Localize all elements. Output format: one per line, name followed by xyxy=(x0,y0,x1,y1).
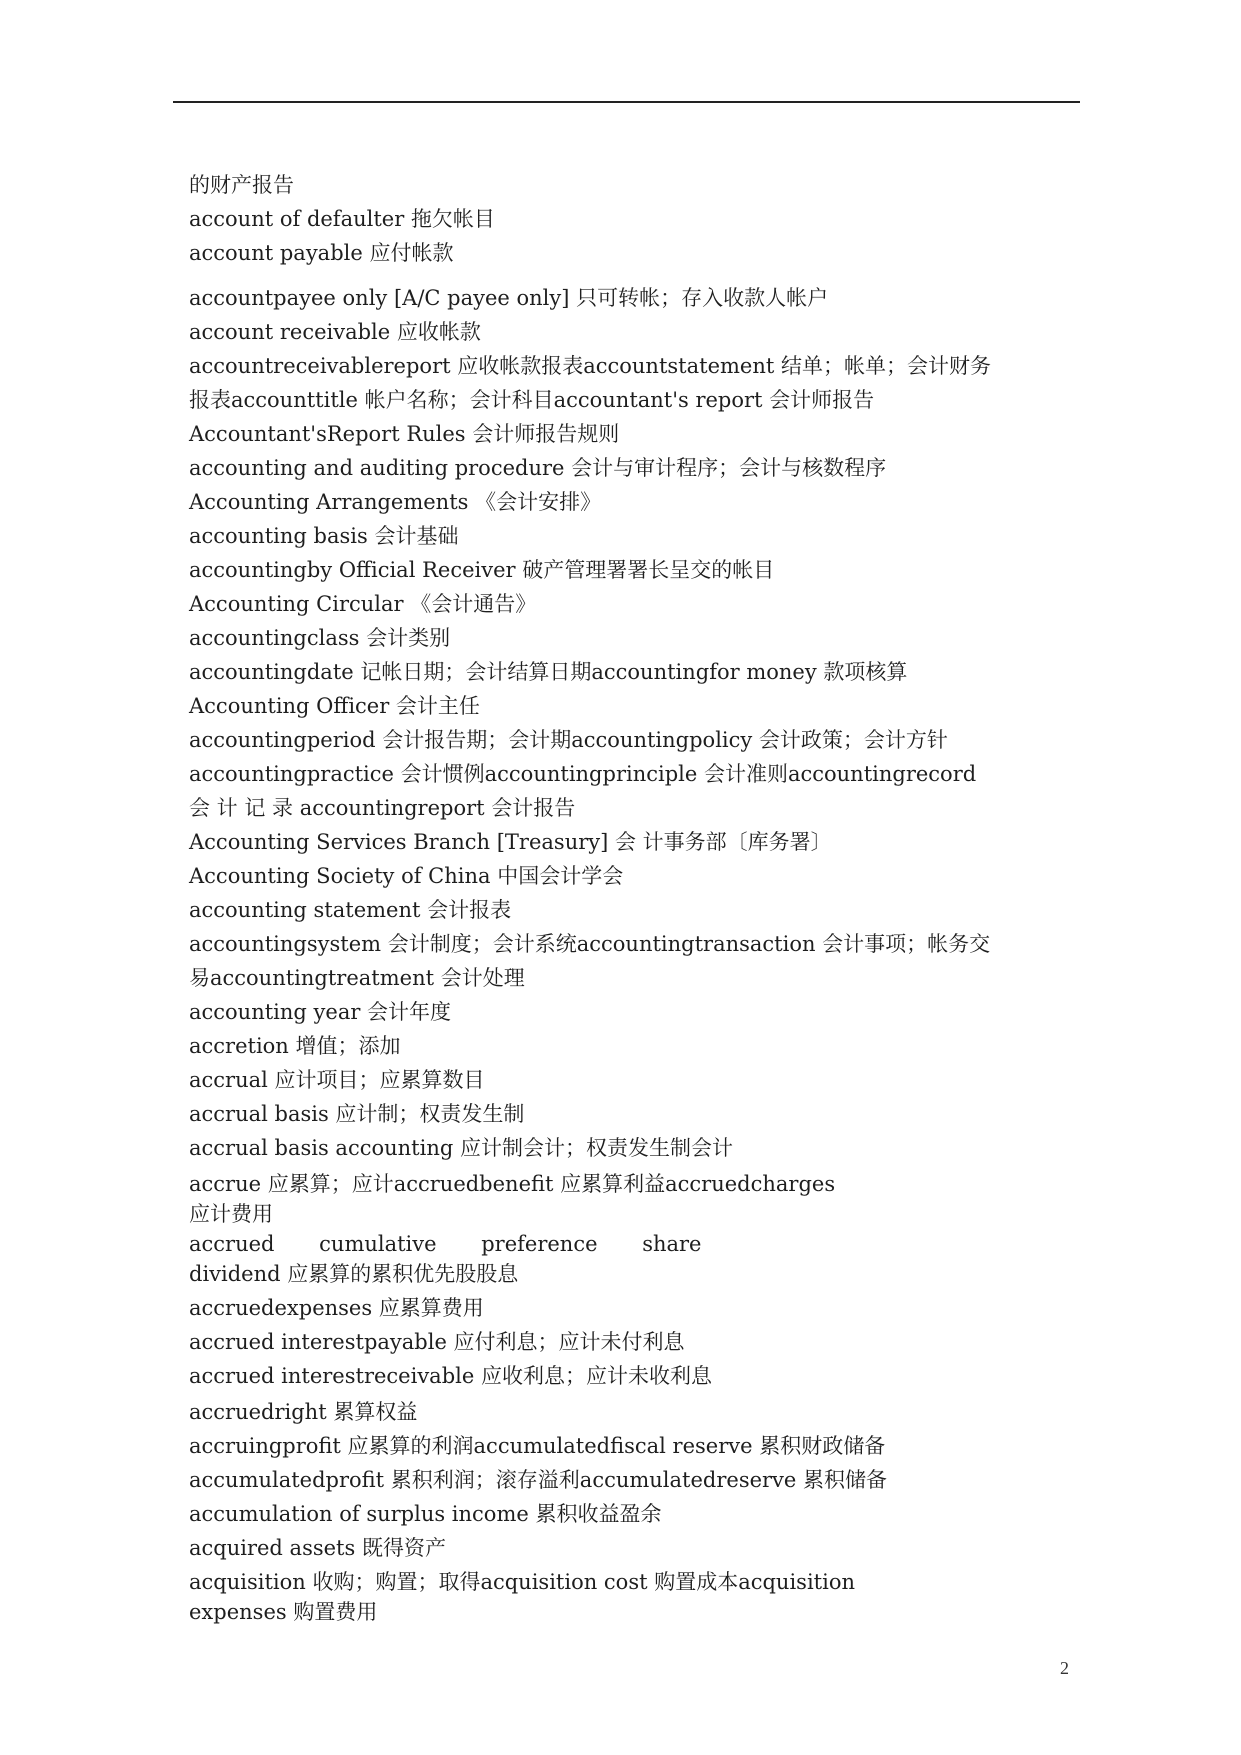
glossary-line: 会 计 记 录 accountingreport 会计报告 xyxy=(189,796,576,820)
glossary-line: accumulatedprofit 累积利润；滚存溢利accumulatedreserve 累积储备 xyxy=(189,1468,888,1492)
glossary-line: accountreceivablereport 应收帐款报表accountstatement 结单；帐单；会计财务 xyxy=(189,354,991,378)
glossary-line: Accounting Circular 《会计通告》 xyxy=(189,592,537,616)
glossary-line: expenses 购置费用 xyxy=(189,1600,378,1624)
glossary-line: accrued interestreceivable 应收利息；应计未收利息 xyxy=(189,1364,712,1388)
page-number: 2 xyxy=(1060,1658,1069,1678)
glossary-line: 应计费用 xyxy=(189,1202,273,1226)
glossary-line: accrued cumulative preference share xyxy=(189,1232,702,1256)
glossary-line: Accounting Society of China 中国会计学会 xyxy=(189,864,624,888)
glossary-line: accountingsystem 会计制度；会计系统accountingtransaction 会计事项；帐务交 xyxy=(189,932,991,956)
glossary-line: acquisition 收购；购置；取得acquisition cost 购置成本acquisition xyxy=(189,1570,855,1594)
glossary-line: 易accountingtreatment 会计处理 xyxy=(189,966,525,990)
glossary-line: Accounting Officer 会计主任 xyxy=(189,694,480,718)
glossary-line: acquired assets 既得资产 xyxy=(189,1536,446,1560)
glossary-line: accrual basis 应计制；权责发生制 xyxy=(189,1102,525,1126)
glossary-line: account of defaulter 拖欠帐目 xyxy=(189,207,495,231)
glossary-line: accounting and auditing procedure 会计与审计程序；会计与核数程序 xyxy=(189,456,887,480)
glossary-line: accounting basis 会计基础 xyxy=(189,524,459,548)
glossary-line: accounting year 会计年度 xyxy=(189,1000,452,1024)
glossary-line: accrue 应累算；应计accruedbenefit 应累算利益accruedcharges xyxy=(189,1172,836,1196)
glossary-line: accruingprofit 应累算的利润accumulatedfiscal reserve 累积财政储备 xyxy=(189,1434,886,1458)
glossary-line: dividend 应累算的累积优先股股息 xyxy=(189,1262,519,1286)
glossary-line: account payable 应付帐款 xyxy=(189,241,454,265)
glossary-line: accountingdate 记帐日期；会计结算日期accountingfor money 款项核算 xyxy=(189,660,908,684)
glossary-line: accrual basis accounting 应计制会计；权责发生制会计 xyxy=(189,1136,733,1160)
glossary-line: accrued interestpayable 应付利息；应计未付利息 xyxy=(189,1330,685,1354)
glossary-line: accumulation of surplus income 累积收益盈余 xyxy=(189,1502,662,1526)
glossary-line: accountingperiod 会计报告期；会计期accountingpolicy 会计政策；会计方针 xyxy=(189,728,948,752)
glossary-line: accruedright 累算权益 xyxy=(189,1400,418,1424)
glossary-line: accountingby Official Receiver 破产管理署署长呈交的帐目 xyxy=(189,558,775,582)
glossary-line: account receivable 应收帐款 xyxy=(189,320,481,344)
glossary-line: accrual 应计项目；应累算数目 xyxy=(189,1068,485,1092)
glossary-line: 的财产报告 xyxy=(189,173,294,197)
glossary-line: 报表accounttitle 帐户名称；会计科目accountant's report 会计师报告 xyxy=(189,388,875,412)
glossary-line: accountingclass 会计类别 xyxy=(189,626,451,650)
glossary-line: accountingpractice 会计惯例accountingprinciple 会计准则accountingrecord xyxy=(189,762,977,786)
glossary-line: Accountant'sReport Rules 会计师报告规则 xyxy=(189,422,620,446)
glossary-line: accruedexpenses 应累算费用 xyxy=(189,1296,484,1320)
glossary-line: accretion 增值；添加 xyxy=(189,1034,401,1058)
glossary-line: Accounting Services Branch [Treasury] 会 计事务部〔库务署〕 xyxy=(189,830,832,854)
header-rule xyxy=(173,101,1080,103)
glossary-body xyxy=(189,168,1059,1629)
glossary-line: accountpayee only [A/C payee only] 只可转帐；存入收款人帐户 xyxy=(189,286,829,310)
glossary-line: Accounting Arrangements 《会计安排》 xyxy=(189,490,602,514)
glossary-line: accounting statement 会计报表 xyxy=(189,898,512,922)
